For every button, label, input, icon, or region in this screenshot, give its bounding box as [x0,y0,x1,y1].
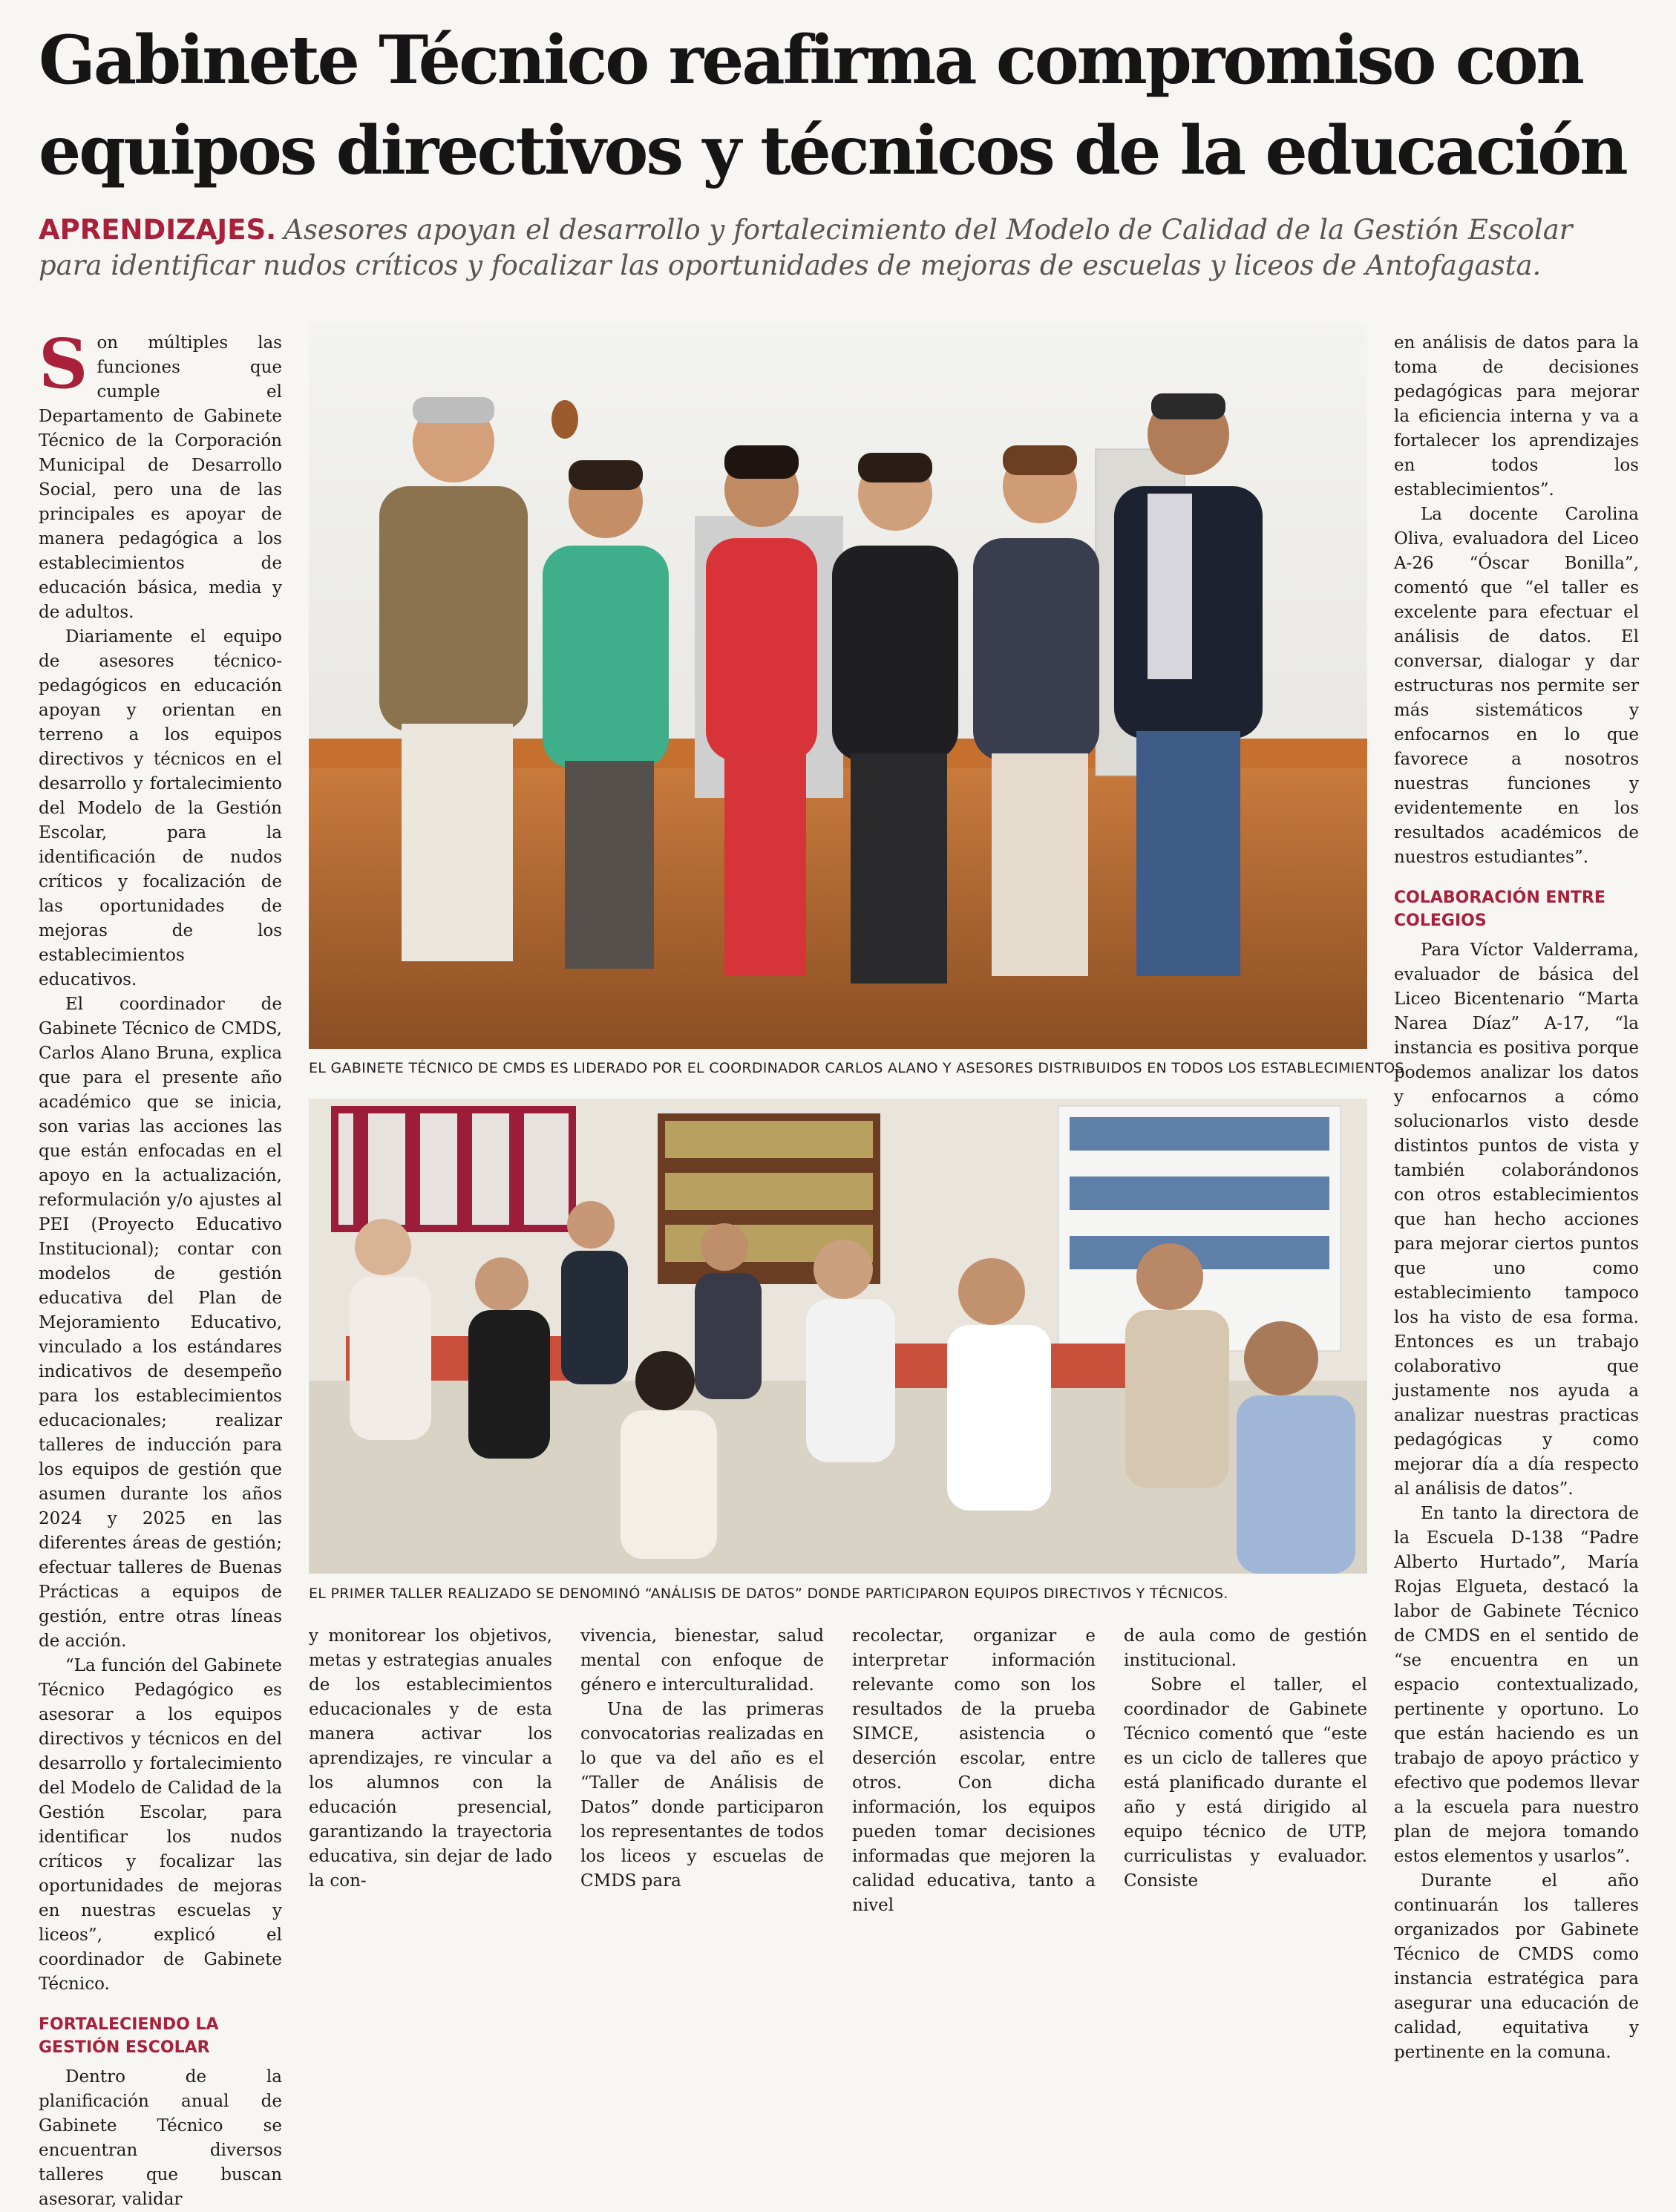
paragraph: y monitorear los objetivos, metas y estrategias anuales de los establecimientos educacionales y de esta manera activar los aprendizajes, re vincular a los alumnos con la educación presencial, garantizando la trayectoria educativa, sin dejar de lado la con- [309,1626,552,1891]
workshop-photo [309,1099,1367,1574]
subheading: FORTALECIENDO LA GESTIÓN ESCOLAR [39,2015,219,2057]
workshop-photo-illustration [309,1099,1367,1574]
headline-line-1: Gabinete Técnico reafirma compromiso con [39,21,1582,99]
lede-text: Asesores apoyan el desarrollo y fortalecimiento del Modelo de Calidad de la Gestión Escolar para identificar nudos críticos y focalizar las oportunidades de mejoras de escuelas y liceos de Antofagasta. [39,214,1573,281]
subheading: COLABORACIÓN ENTRE COLEGIOS [1394,889,1605,930]
headline [39,15,1657,196]
paragraph: de aula como de gestión institucional. [1124,1626,1367,1670]
column-1 [39,324,282,2209]
paragraph: vivencia, bienestar, salud mental con enfoque de género e interculturalidad. [580,1626,824,1695]
paragraph: La docente Carolina Oliva, evaluadora del Liceo A-26 “Óscar Bonilla”, comentó que “el taller es excelente para efectuar el análisis de datos. El conversar, dialogar y dar estructuras nos permite ser más sistemáticos y enfocarnos en lo que favorece a nosotros nuestras funciones y evidentemente en los resultados académicos de nuestros estudiantes”. [1394,505,1639,867]
team-photo-illustration [309,323,1367,1049]
team-photo [309,323,1367,1049]
kicker: APRENDIZAJES. [39,214,277,246]
photo-caption-1: EL GABINETE TÉCNICO DE CMDS ES LIDERADO POR EL COORDINADOR CARLOS ALANO Y ASESORES DISTRIBUIDOS EN TODOS LOS ESTABLECIMIENTOS. [309,1060,1410,1076]
paragraph: Para Víctor Valderrama, evaluador de básica del Liceo Bicentenario “Marta Narea Díaz” A-17, “la instancia es positiva porque podemos analizar los datos y enfocarnos a cómo solucionarlos visto desde distintos puntos de vista y también colaborándonos con otros establecimientos que han hecho acciones para mejorar ciertos puntos que uno como establecimiento tampoco los ha visto de esa forma. Entonces es un trabajo colaborativo que justamente nos ayuda a analizar nuestras practicas pedagógicas y como mejorar día a día respecto al análisis de datos”. [1394,940,1639,1499]
column-5 [1124,1624,1367,1891]
paragraph: Durante el año continuarán los talleres organizados por Gabinete Técnico de CMDS como instancia estratégica para asegurar una educación de calidad, equitativa y pertinente en la comuna. [1394,1871,1639,2062]
paragraph: Son múltiples las funciones que cumple el Departamento de Gabinete Técnico de la Corporación Municipal de Desarrollo Social, pero una de las principales es apoyar de manera pedagógica a los establecimientos de educación básica, media y de adultos. [39,324,282,622]
column-3 [580,1624,824,1891]
paragraph: El coordinador de Gabinete Técnico de CMDS, Carlos Alano Bruna, explica que para el presente año académico que se inicia, son varias las acciones las que están enfocadas en el apoyo en la actualización, reformulación y/o ajustes al PEI (Proyecto Educativo Institucional); contar con modelos de gestión educativa del Plan de Mejoramiento Educativo, vinculado a los estándares indicativos de desempeño para los establecimientos educacionales; realizar talleres de inducción para los equipos de gestión que asumen durante los años 2024 y 2025 en las diferentes áreas de gestión; efectuar talleres de Buenas Prácticas a equipos de gestión, entre otras líneas de acción. [39,995,282,1651]
paragraph: Dentro de la planificación anual de Gabinete Técnico se encuentran diversos talleres que buscan asesorar, validar [39,2067,282,2209]
column-4 [852,1624,1096,1915]
headline-line-2: equipos directivos y técnicos de la educación [39,111,1626,190]
drop-cap: S [39,324,88,404]
column-2 [309,1624,552,1891]
paragraph: Diariamente el equipo de asesores técnico-pedagógicos en educación apoyan y orientan en terreno a los equipos directivos y técnicos en el desarrollo y fortalecimiento del Modelo de la Gestión Escolar, para la identificación de nudos críticos y focalización de las oportunidades de mejoras de los establecimientos educativos. [39,627,282,989]
lede [39,212,1642,284]
photo-caption-2: EL PRIMER TALLER REALIZADO SE DENOMINÓ “ANÁLISIS DE DATOS” DONDE PARTICIPARON EQUIPOS DIRECTIVOS Y TÉCNICOS. [309,1586,1228,1602]
paragraph: Sobre el taller, el coordinador de Gabinete Técnico comentó que “este es un ciclo de talleres que está planificado durante el año y está dirigido al equipo técnico de UTP, curriculistas y evaluador. Consiste [1124,1675,1367,1891]
paragraph: recolectar, organizar e interpretar información relevante como son los resultados de la prueba SIMCE, asistencia o deserción escolar, entre otros. Con dicha información, los equipos pueden tomar decisiones informadas que mejoren la calidad educativa, tanto a nivel [852,1626,1096,1915]
paragraph: Una de las primeras convocatorias realizadas en lo que va del año es el “Taller de Análisis de Datos” donde participaron los representantes de todos los liceos y escuelas de CMDS para [580,1700,824,1891]
column-6 [1394,331,1639,2062]
paragraph: En tanto la directora de la Escuela D-138 “Padre Alberto Hurtado”, María Rojas Elgueta, destacó la labor de Gabinete Técnico de CMDS en el sentido de “se encuentra en un espacio contextualizado, pertinente y oportuno. Lo que están haciendo es un trabajo de apoyo práctico y efectivo que podemos llevar a la escuela para nuestro plan de mejora tomando estos elementos y usarlos”. [1394,1504,1639,1866]
paragraph: en análisis de datos para la toma de decisiones pedagógicas para mejorar la eficiencia interna y va a fortalecer los aprendizajes en todos los establecimientos”. [1394,333,1639,500]
paragraph: “La función del Gabinete Técnico Pedagógico es asesorar a los equipos directivos y técnicos en del desarrollo y fortalecimiento del Modelo de Calidad de la Gestión Escolar, para identificar los nudos críticos y focalizar las oportunidades de mejoras en nuestras escuelas y liceos”, explicó el coordinador de Gabinete Técnico. [39,1656,282,1994]
